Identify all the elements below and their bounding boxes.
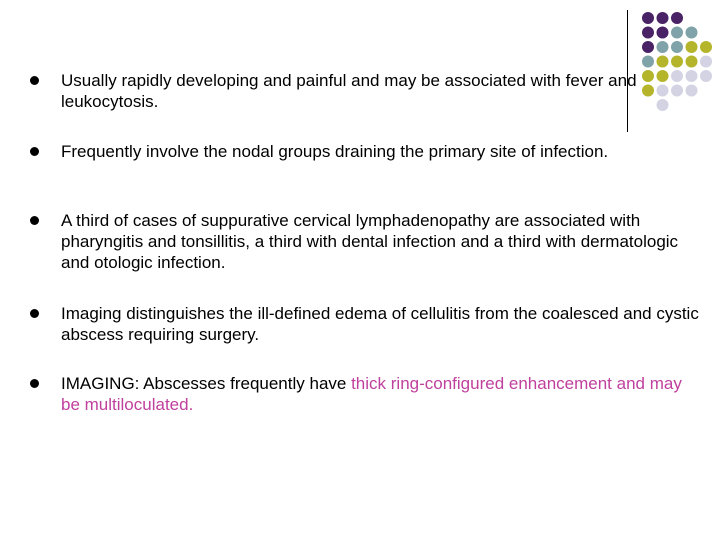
decorative-dot: [657, 27, 669, 39]
bullet-item: [28, 303, 708, 345]
decorative-dot: [642, 41, 654, 53]
bullet-text: A third of cases of suppurative cervical lymphadenopathy are associated with pharyngitis and tonsillitis, a third with dental infection and a third with dermatologic and otologic infection.: [61, 211, 679, 272]
decorative-dot: [642, 56, 654, 68]
decorative-dot: [657, 12, 669, 24]
bullet-text: [61, 373, 701, 415]
bullet-item: [28, 210, 708, 273]
bullet-item: [28, 70, 708, 112]
bullet-icon: [30, 216, 39, 225]
decorative-dot: [671, 27, 683, 39]
decorative-dot: [686, 27, 698, 39]
decorative-dot: [671, 56, 683, 68]
decorative-dot: [657, 41, 669, 53]
bullet-item: [28, 141, 708, 162]
decorative-dot: [642, 27, 654, 39]
bullet-icon: [30, 147, 39, 156]
decorative-dot: [642, 12, 654, 24]
bullet-text-plain: IMAGING: Abscesses frequently have: [61, 374, 352, 393]
decorative-dot: [671, 41, 683, 53]
bullet-icon: [30, 76, 39, 85]
decorative-dot: [700, 56, 712, 68]
bullet-text: Imaging distinguishes the ill-defined edema of cellulitis from the coalesced and cystic abscess requiring surgery.: [61, 304, 699, 344]
bullet-item: [28, 373, 708, 415]
decorative-dot: [671, 12, 683, 24]
bullet-text: Usually rapidly developing and painful and may be associated with fever and leukocytosis.: [61, 71, 637, 111]
bullet-icon: [30, 379, 39, 388]
decorative-dot: [686, 41, 698, 53]
bullet-text: Frequently involve the nodal groups draining the primary site of infection.: [61, 142, 609, 161]
bullet-text-highlight: thick ring-configured enhancement and may be multiloculated.: [61, 374, 682, 414]
decorative-dot: [657, 56, 669, 68]
decorative-dot: [700, 41, 712, 53]
bullet-icon: [30, 309, 39, 318]
decorative-dot: [686, 56, 698, 68]
